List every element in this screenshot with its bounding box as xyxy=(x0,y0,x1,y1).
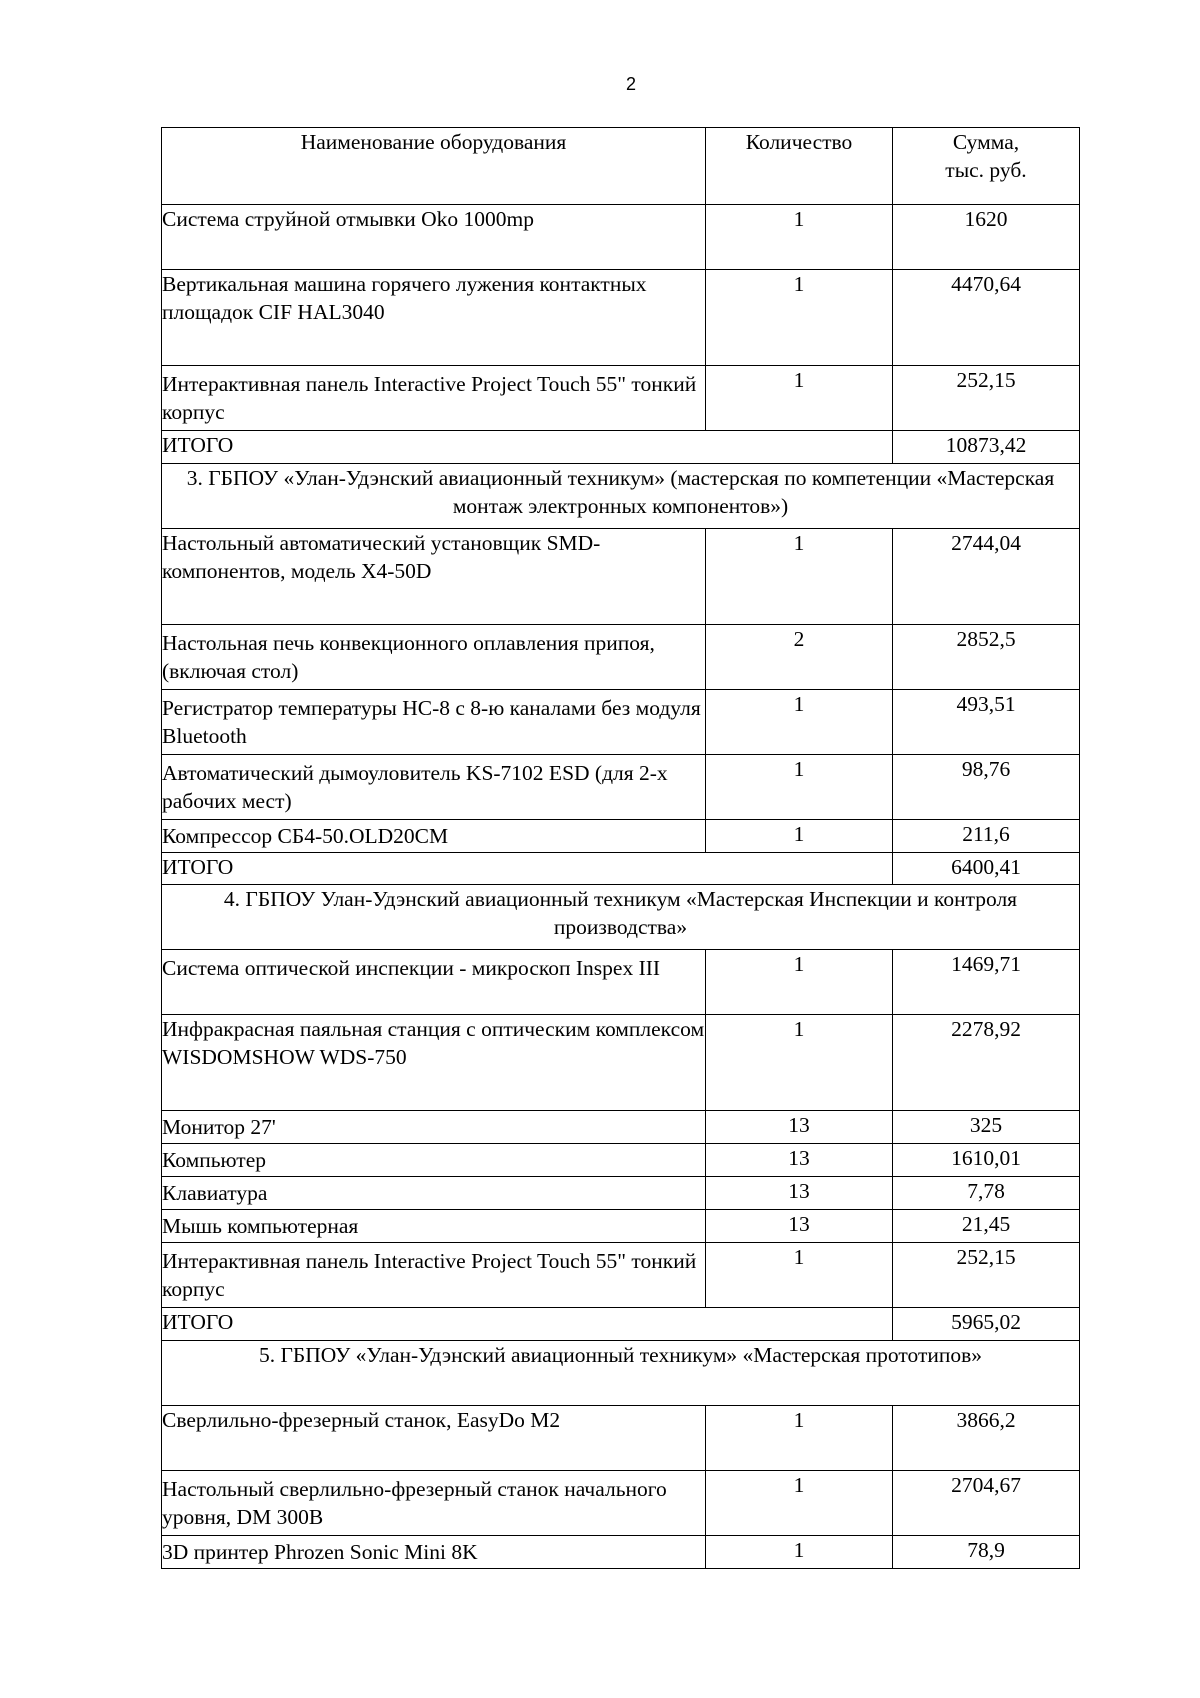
item-sum: 252,15 xyxy=(893,366,1080,431)
item-qty: 1 xyxy=(706,820,893,853)
item-sum: 493,51 xyxy=(893,690,1080,755)
total-row xyxy=(162,853,1080,885)
item-name: Настольный автоматический установщик SMD-компонентов, модель X4-50D xyxy=(162,529,706,625)
item-qty: 1 xyxy=(706,755,893,820)
item-sum: 211,6 xyxy=(893,820,1080,853)
item-name: Компьютер xyxy=(162,1144,706,1177)
item-name: Система струйной отмывки Oko 1000mp xyxy=(162,205,706,270)
item-name: Вертикальная машина горячего лужения контактных площадок CIF HAL3040 xyxy=(162,270,706,366)
item-name: 3D принтер Phrozen Sonic Mini 8K xyxy=(162,1536,706,1569)
item-qty: 1 xyxy=(706,1015,893,1111)
table-row xyxy=(162,529,1080,625)
table-row xyxy=(162,820,1080,853)
item-sum: 2744,04 xyxy=(893,529,1080,625)
header-sum xyxy=(893,128,1080,205)
item-sum: 1469,71 xyxy=(893,950,1080,1015)
total-sum: 6400,41 xyxy=(893,853,1080,885)
total-row xyxy=(162,431,1080,464)
equipment-table xyxy=(161,127,1080,1569)
header-name: Наименование оборудования xyxy=(162,128,706,205)
total-label: ИТОГО xyxy=(162,853,893,885)
item-qty: 1 xyxy=(706,1471,893,1536)
header-qty: Количество xyxy=(706,128,893,205)
item-name: Монитор 27' xyxy=(162,1111,706,1144)
table-row xyxy=(162,1177,1080,1210)
total-sum: 10873,42 xyxy=(893,431,1080,464)
total-row xyxy=(162,1308,1080,1341)
item-sum: 252,15 xyxy=(893,1243,1080,1308)
section-title: 5. ГБПОУ «Улан-Удэнский авиационный техникум» «Мастерская прототипов» xyxy=(162,1341,1080,1406)
item-sum: 2852,5 xyxy=(893,625,1080,690)
item-name: Система оптической инспекции - микроскоп Inspex III xyxy=(162,950,706,1015)
item-qty: 1 xyxy=(706,1406,893,1471)
item-sum: 3866,2 xyxy=(893,1406,1080,1471)
table-row xyxy=(162,366,1080,431)
item-qty: 1 xyxy=(706,529,893,625)
item-qty: 1 xyxy=(706,1536,893,1569)
item-sum: 2704,67 xyxy=(893,1471,1080,1536)
item-qty: 1 xyxy=(706,1243,893,1308)
item-sum: 78,9 xyxy=(893,1536,1080,1569)
item-sum: 21,45 xyxy=(893,1210,1080,1243)
table-row xyxy=(162,1536,1080,1569)
item-qty: 1 xyxy=(706,270,893,366)
section-title-row xyxy=(162,1341,1080,1406)
section-title: 4. ГБПОУ Улан-Удэнский авиационный техникум «Мастерская Инспекции и контроля производства» xyxy=(162,885,1080,950)
table-row xyxy=(162,205,1080,270)
item-qty: 13 xyxy=(706,1111,893,1144)
item-qty: 13 xyxy=(706,1144,893,1177)
total-sum: 5965,02 xyxy=(893,1308,1080,1341)
table-row xyxy=(162,1471,1080,1536)
section-title-row xyxy=(162,464,1080,529)
item-name: Компрессор СБ4-50.OLD20CM xyxy=(162,820,706,853)
item-sum: 2278,92 xyxy=(893,1015,1080,1111)
page-number: 2 xyxy=(625,74,636,94)
item-name: Интерактивная панель Interactive Project Touch 55" тонкий корпус xyxy=(162,1243,706,1308)
table-row xyxy=(162,625,1080,690)
item-name: Настольный сверлильно-фрезерный станок начального уровня, DM 300B xyxy=(162,1471,706,1536)
item-qty: 13 xyxy=(706,1210,893,1243)
item-qty: 1 xyxy=(706,690,893,755)
item-sum: 1610,01 xyxy=(893,1144,1080,1177)
item-sum: 325 xyxy=(893,1111,1080,1144)
item-name: Сверлильно-фрезерный станок, EasyDo M2 xyxy=(162,1406,706,1471)
item-name: Автоматический дымоуловитель KS-7102 ESD (для 2-х рабочих мест) xyxy=(162,755,706,820)
table-row xyxy=(162,1406,1080,1471)
total-label: ИТОГО xyxy=(162,431,893,464)
item-name: Регистратор температуры HC-8 с 8-ю каналами без модуля Bluetooth xyxy=(162,690,706,755)
item-qty: 1 xyxy=(706,950,893,1015)
table-row xyxy=(162,1144,1080,1177)
table-row xyxy=(162,690,1080,755)
total-label: ИТОГО xyxy=(162,1308,893,1341)
section-title-row xyxy=(162,885,1080,950)
item-name: Инфракрасная паяльная станция с оптическим комплексом WISDOMSHOW WDS-750 xyxy=(162,1015,706,1111)
item-qty: 1 xyxy=(706,205,893,270)
table-row xyxy=(162,1111,1080,1144)
table-row xyxy=(162,755,1080,820)
header-sum-line1: Сумма, xyxy=(952,130,1020,154)
table-row xyxy=(162,1243,1080,1308)
item-qty: 1 xyxy=(706,366,893,431)
item-qty: 13 xyxy=(706,1177,893,1210)
item-name: Настольная печь конвекционного оплавления припоя, (включая стол) xyxy=(162,625,706,690)
table-header-row xyxy=(162,128,1080,205)
header-sum-line2: тыс. руб. xyxy=(945,158,1027,182)
item-name: Клавиатура xyxy=(162,1177,706,1210)
item-sum: 98,76 xyxy=(893,755,1080,820)
table-row xyxy=(162,950,1080,1015)
table-row xyxy=(162,270,1080,366)
item-sum: 4470,64 xyxy=(893,270,1080,366)
item-name: Мышь компьютерная xyxy=(162,1210,706,1243)
table-row xyxy=(162,1210,1080,1243)
table-row xyxy=(162,1015,1080,1111)
item-sum: 1620 xyxy=(893,205,1080,270)
item-name: Интерактивная панель Interactive Project Touch 55" тонкий корпус xyxy=(162,366,706,431)
item-qty: 2 xyxy=(706,625,893,690)
item-sum: 7,78 xyxy=(893,1177,1080,1210)
section-title: 3. ГБПОУ «Улан-Удэнский авиационный техникум» (мастерская по компетенции «Мастерская монтаж электронных компонентов») xyxy=(162,464,1080,529)
